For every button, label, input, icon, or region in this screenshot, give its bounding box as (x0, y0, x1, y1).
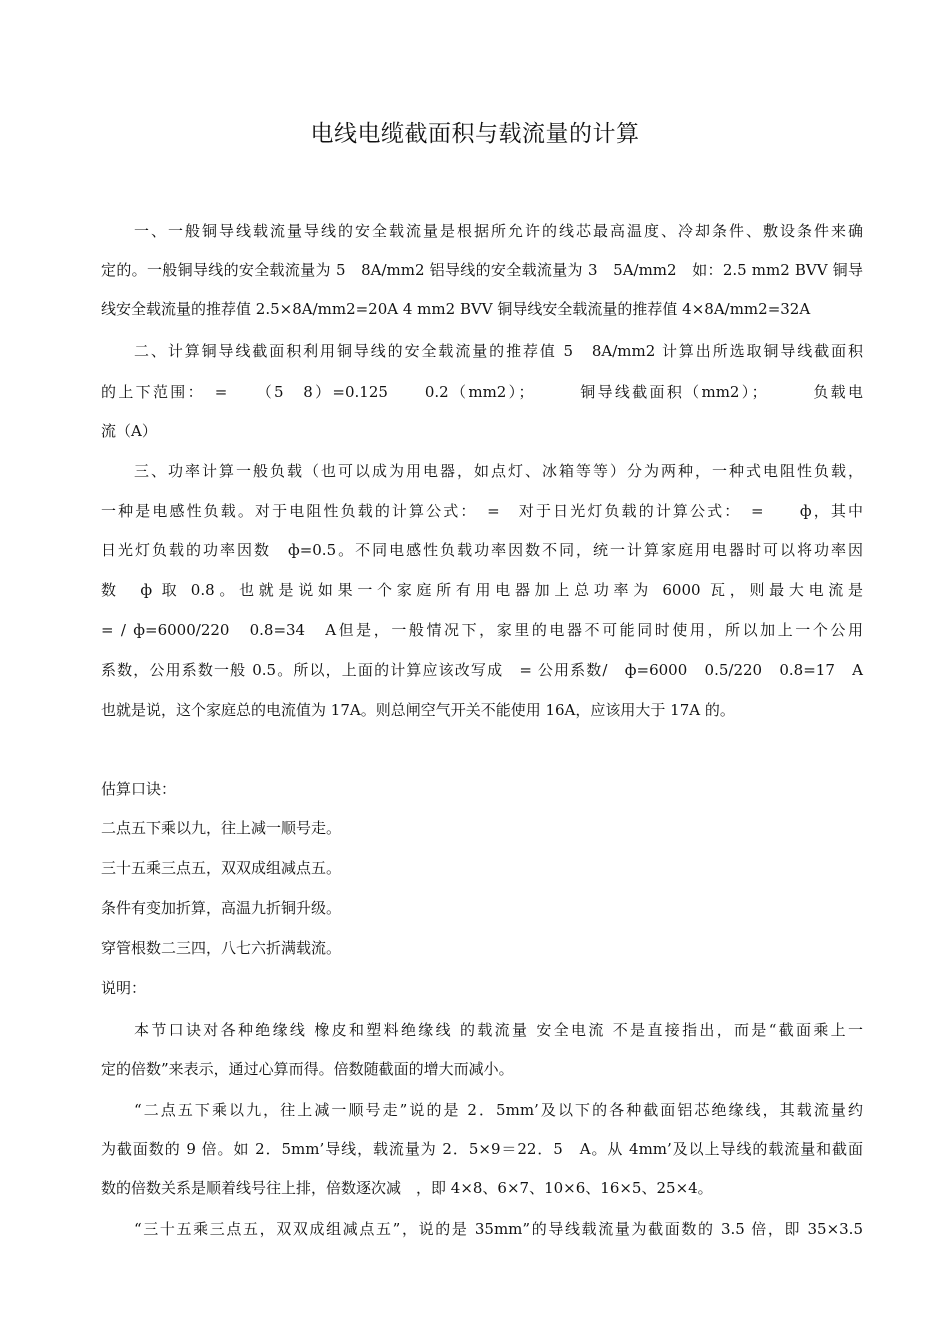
rhyme-line: 二点五下乘以九，往上减一顺号走。 (101, 819, 342, 837)
paragraph-line: 的上下范围： = （5 8）=0.125 0.2（mm2）； 铜导线截面积（mm2）； 负载电 (101, 383, 863, 401)
paragraph-line: 三、功率计算一般负载（也可以成为用电器，如点灯、冰箱等等）分为两种，一种式电阻性负载， (134, 462, 863, 480)
paragraph-line: 一、一般铜导线载流量导线的安全载流量是根据所允许的线芯最高温度、冷却条件、敷设条件来确 (134, 222, 863, 240)
paragraph-line: 一种是电感性负载。对于电阻性负载的计算公式： = 对于日光灯负载的计算公式： = ф，其中 (101, 502, 863, 520)
paragraph-line: 日光灯负载的功率因数 ф=0.5。不同电感性负载功率因数不同，统一计算家庭用电器时可以将功率因 (101, 541, 863, 559)
paragraph-line: 系数，公用系数一般 0.5。所以，上面的计算应该改写成 = 公用系数/ ф=6000 0.5/220 0.8=17 A (101, 661, 863, 679)
paragraph-line: 数 ф 取 0.8。也就是说如果一个家庭所有用电器加上总功率为 6000 瓦，则最大电流是 (101, 581, 863, 599)
notes-heading: 说明： (101, 979, 147, 997)
paragraph-line: 定的倍数”来表示，通过心算而得。倍数随截面的增大而减小。 (101, 1060, 514, 1078)
paragraph-line: 本节口诀对各种绝缘线 橡皮和塑料绝缘线 的载流量 安全电流 不是直接指出，而是“截面乘上一 (134, 1021, 863, 1039)
paragraph-line: = / ф=6000/220 0.8=34 A但是，一般情况下，家里的电器不可能同时使用，所以加上一个公用 (101, 621, 863, 639)
paragraph-line: 为截面数的 9 倍。如 2．5mm’导线，载流量为 2．5×9＝22．5 A。从 4mm’及以上导线的载流量和截面 (101, 1140, 863, 1158)
paragraph-line: 也就是说，这个家庭总的电流值为 17A。则总闸空气开关不能使用 16A，应该用大于 17A 的。 (101, 701, 735, 719)
paragraph-line: 流（A） (101, 422, 157, 440)
rhyme-line: 三十五乘三点五，双双成组减点五。 (101, 859, 342, 877)
paragraph-line: 线安全载流量的推荐值 2.5×8A/mm2=20A 4 mm2 BVV 铜导线安全载流量的推荐值 4×8A/mm2=32A (101, 300, 811, 318)
paragraph-line: “三十五乘三点五，双双成组减点五”，说的是 35mm”的导线载流量为截面数的 3.5 倍，即 35×3.5 (134, 1220, 863, 1238)
paragraph-line: 数的倍数关系是顺着线号往上排，倍数逐次减 ，即 4×8、6×7、10×6、16×5、25×4。 (101, 1179, 713, 1197)
page-title: 电线电缆截面积与载流量的计算 (310, 121, 640, 147)
paragraph-line: 二、计算铜导线截面积利用铜导线的安全载流量的推荐值 5 8A/mm2 计算出所选取铜导线截面积 (134, 342, 863, 360)
paragraph-line: 定的。一般铜导线的安全载流量为 5 8A/mm2 铝导线的安全载流量为 3 5A/mm2 如：2.5 mm2 BVV 铜导 (101, 261, 863, 279)
paragraph-line: “二点五下乘以九，往上减一顺号走”说的是 2．5mm’及以下的各种截面铝芯绝缘线，其载流量约 (134, 1101, 863, 1119)
rhyme-line: 穿管根数二三四，八七六折满载流。 (101, 939, 342, 957)
rhyme-line: 条件有变加折算，高温九折铜升级。 (101, 899, 342, 917)
rhyme-heading: 估算口诀： (101, 780, 177, 798)
